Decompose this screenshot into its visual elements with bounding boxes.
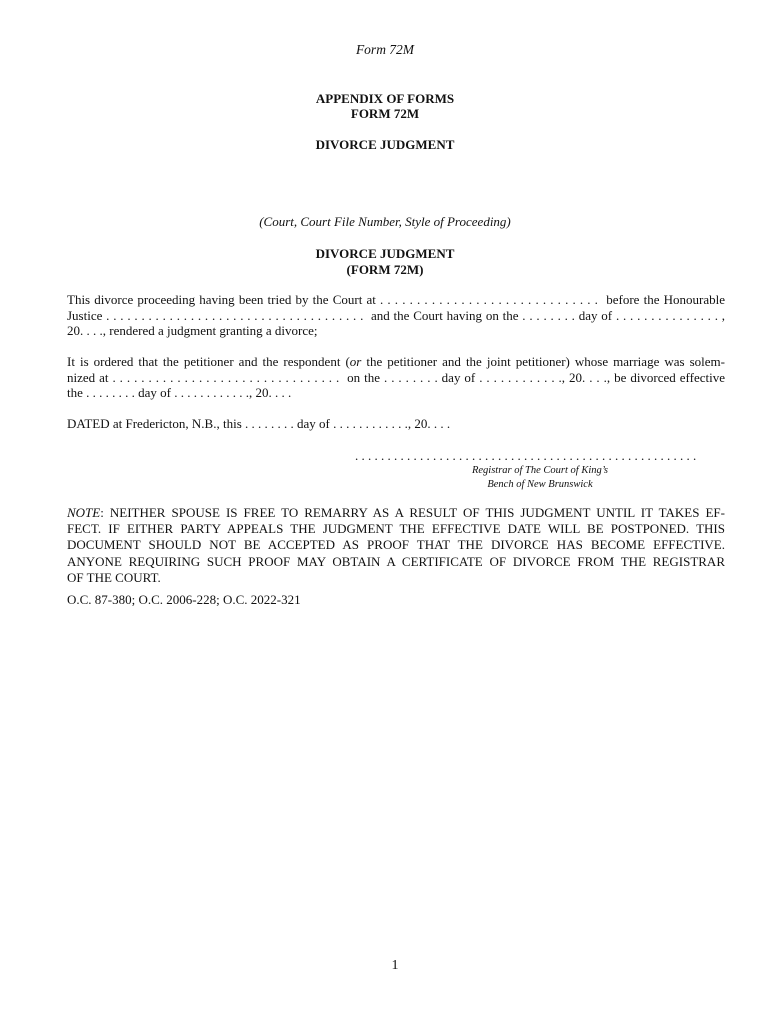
note-line: FECT. IF EITHER PARTY APPEALS THE JUDGMENT THE EFFECTIVE DATE WILL BE POSTPONED. THIS bbox=[67, 521, 725, 537]
order-text: the petitioner and the joint petitioner) whose marriage was solem- bbox=[361, 354, 725, 369]
signature-line: . . . . . . . . . . . . . . . . . . . . . . . . . . . . . . . . . . . . . . . . . . . . . . . . . . . . . bbox=[355, 448, 697, 463]
order-paragraph bbox=[67, 354, 725, 401]
page-number: 1 bbox=[391, 958, 399, 973]
trial-paragraph bbox=[67, 292, 725, 339]
trial-paragraph-line: This divorce proceeding having been tried by the Court at . . . . . . . . . . . . . . . . . . . . . . . . . . . . . . before the Honourable bbox=[67, 292, 725, 307]
note-line bbox=[67, 505, 725, 521]
signature-caption-court: Bench of New Brunswick bbox=[487, 479, 593, 490]
order-in-council-citations: O.C. 87-380; O.C. 2006-228; O.C. 2022-321 bbox=[67, 592, 301, 607]
form-number-title: FORM 72M bbox=[350, 106, 420, 121]
order-paragraph-line: nized at . . . . . . . . . . . . . . . . . . . . . . . . . . . . . . . . on the . . . . . . . . day of . . . . . . . . . . . ., 20. . . ., be divorced effective bbox=[67, 369, 725, 385]
trial-paragraph-line: 20. . . ., rendered a judgment granting a divorce; bbox=[67, 323, 318, 338]
judgment-subtitle: DIVORCE JUDGMENT bbox=[315, 246, 455, 261]
note-block bbox=[67, 505, 725, 586]
order-text: It is ordered that the petitioner and the respondent ( bbox=[67, 354, 350, 369]
order-paragraph-line bbox=[67, 354, 725, 370]
note-text: : NEITHER SPOUSE IS FREE TO REMARRY AS A RESULT OF THIS JUDGMENT UNTIL IT TAKES EF- bbox=[100, 505, 725, 520]
court-caption: (Court, Court File Number, Style of Proceeding) bbox=[259, 214, 511, 229]
order-paragraph-line: the . . . . . . . . day of . . . . . . . . . . . ., 20. . . . bbox=[67, 385, 292, 400]
dated-paragraph bbox=[67, 416, 725, 432]
document-title: DIVORCE JUDGMENT bbox=[315, 137, 455, 152]
signature-caption-registrar: Registrar of The Court of King’s bbox=[471, 465, 609, 476]
or-italic: or bbox=[349, 354, 362, 369]
trial-paragraph-line: Justice . . . . . . . . . . . . . . . . . . . . . . . . . . . . . . . . . . . . . and the Court having on the . . . . . . . . day of . . . . . . . . . . . . . . . , bbox=[67, 307, 725, 323]
dated-line: DATED at Fredericton, N.B., this . . . . . . . . day of . . . . . . . . . . . ., 20. . . . bbox=[67, 416, 451, 431]
note-line: OF THE COURT. bbox=[67, 569, 161, 585]
form-reference-header: Form 72M bbox=[355, 42, 415, 57]
note-line: DOCUMENT SHOULD NOT BE ACCEPTED AS PROOF THAT THE DIVORCE HAS BECOME EFFECTIVE. bbox=[67, 537, 725, 553]
note-line: ANYONE REQUIRING SUCH PROOF MAY OBTAIN A CERTIFICATE OF DIVORCE FROM THE REGISTRAR bbox=[67, 553, 725, 569]
appendix-title: APPENDIX OF FORMS bbox=[315, 91, 455, 106]
note-label: NOTE bbox=[67, 505, 101, 520]
judgment-form-subtitle: (FORM 72M) bbox=[346, 262, 424, 277]
